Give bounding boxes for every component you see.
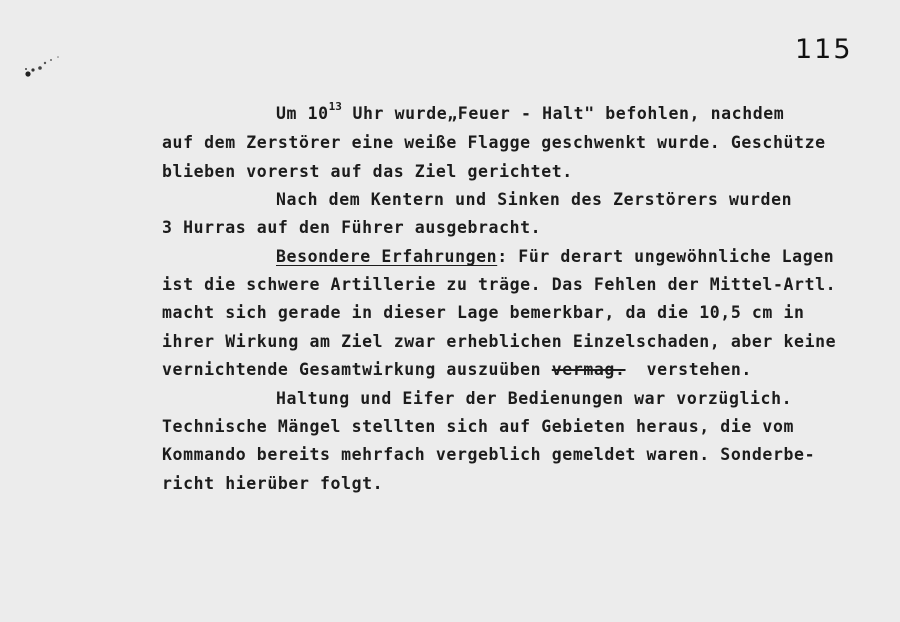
time-minutes-superscript: 13 — [328, 100, 342, 113]
text-line-6-rest: : Für derart ungewöhnliche Lagen — [497, 247, 835, 266]
section-heading-underlined: Besondere Erfahrungen — [276, 247, 498, 266]
text-line-14: richt hierüber folgt. — [162, 474, 384, 493]
text-line-6 — [276, 247, 834, 267]
text-line-1 — [276, 100, 785, 126]
time-hour: Um 10 — [276, 104, 329, 123]
text-line-1-rest: Uhr wurde„Feuer - Halt" befohlen, nachdem — [341, 104, 785, 123]
text-line-4: Nach dem Kentern und Sinken des Zerstörers wurden — [276, 190, 793, 209]
text-line-13: Kommando bereits mehrfach vergeblich gemeldet waren. Sonderbe- — [162, 445, 816, 464]
ink-speck-mark — [18, 48, 78, 80]
text-line-8: macht sich gerade in dieser Lage bemerkbar, da die 10,5 cm in — [162, 303, 805, 322]
text-line-9: ihrer Wirkung am Ziel zwar erheblichen Einzelschaden, aber keine — [162, 332, 837, 351]
text-line-3: blieben vorerst auf das Ziel gerichtet. — [162, 162, 573, 181]
text-line-10 — [162, 360, 752, 380]
text-line-10-start: vernichtende Gesamtwirkung auszuüben — [162, 360, 552, 379]
text-line-2: auf dem Zerstörer eine weiße Flagge geschwenkt wurde. Geschütze — [162, 133, 826, 152]
struck-out-word: vermag. — [551, 360, 626, 379]
text-line-11: Haltung und Eifer der Bedienungen war vorzüglich. — [276, 389, 793, 408]
text-line-10-end: verstehen. — [625, 360, 752, 379]
text-line-5: 3 Hurras auf den Führer ausgebracht. — [162, 218, 542, 237]
text-line-7: ist die schwere Artillerie zu träge. Das Fehlen der Mittel-Artl. — [162, 275, 837, 294]
text-line-12: Technische Mängel stellten sich auf Gebieten heraus, die vom — [162, 417, 795, 436]
page-number: 115 — [795, 34, 853, 65]
